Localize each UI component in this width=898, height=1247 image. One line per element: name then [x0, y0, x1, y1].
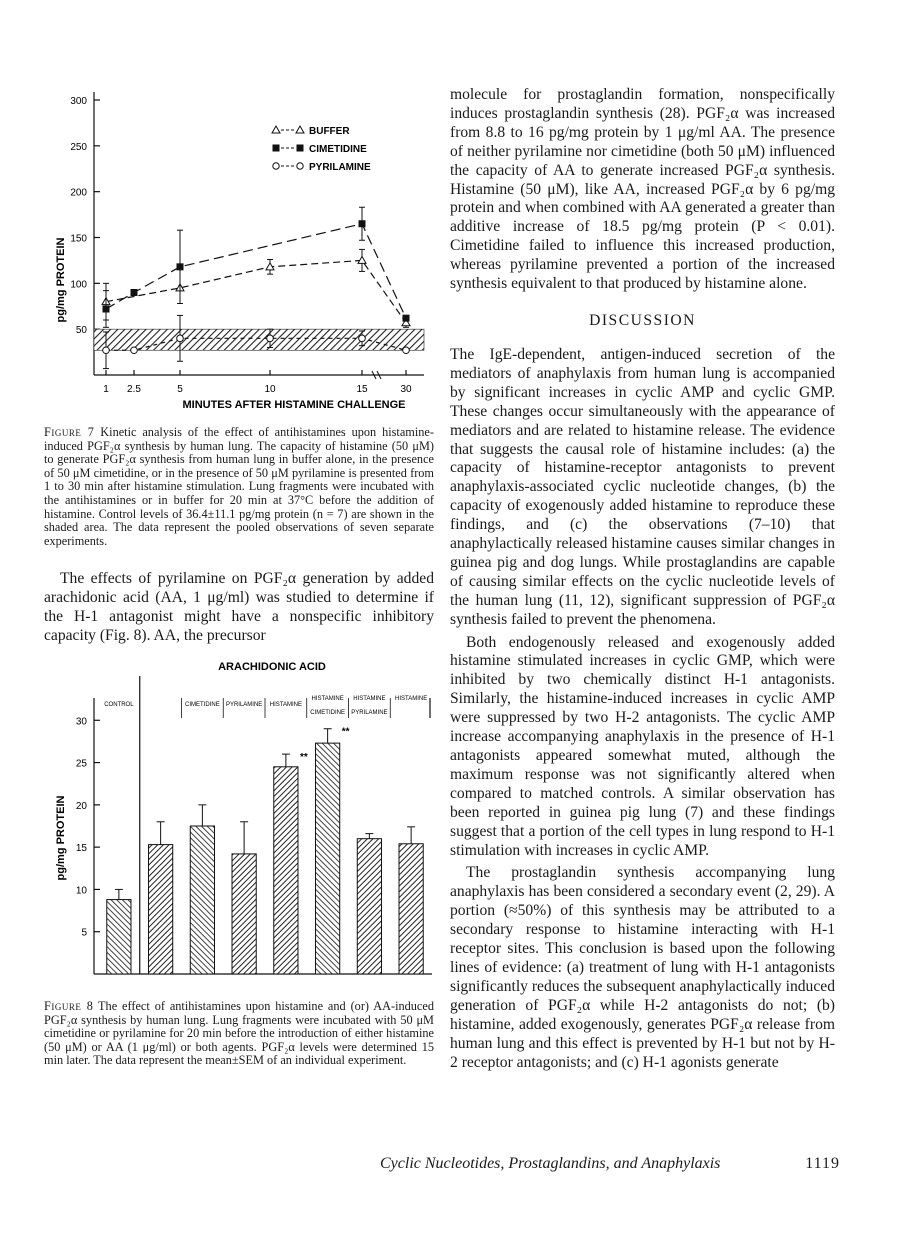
figure-7-x-tick-label: 5: [177, 384, 183, 395]
left-column: [44, 70, 434, 1068]
figure-8-category-label: HISTAMINE: [353, 695, 386, 702]
figure-8-bar: [190, 826, 214, 974]
figure-7-legend-label: PYRILAMINE: [309, 162, 371, 173]
right-paragraph-1: molecule for prostaglandin formation, nonspecifically induces prostaglandin synthesis (28). PGF₂α was increased from 8.8 to 16 pg/mg protein by 1 μg/ml AA. The presence of neither pyrilamine nor cimetidine (both 50 μM) influenced the capacity of AA to generate increased PGF₂α synthesis. Histamine (50 μM), like AA, increased PGF₂α by 6 pg/mg protein and when combined with AA generated a greater than additive increase of 18.5 pg/mg protein (P < 0.01). Cimetidine failed to influence this increased production, whereas pyrilamine prevented a portion of the increased synthesis equivalent to that produced by histamine alone.: [450, 86, 835, 293]
figure-8-category-label: CONTROL: [104, 701, 134, 708]
right-paragraph-4: The prostaglandin synthesis accompanying lung anaphylaxis has been considered a secondary event (2, 29). A portion (≈50%) of this synthesis may be attributed to a secondary response to histamine interacting with H-1 receptor sites. This conclusion is based upon the following lines of evidence: (a) treatment of lung with H-1 antagonists significantly reduces the subsequent anaphylactically induced generation of PGF₂α while H-2 antagonists do not; (b) histamine, added exogenously, generates PGF₂α release from human lung and this effect is prevented by H-1 but not by H-2 receptor antagonists; and (c) H-1 agonists generate: [450, 864, 835, 1071]
figure-8-category-label: CIMETIDINE: [310, 709, 345, 716]
figure-8-category-label: HISTAMINE: [269, 701, 302, 708]
figure-8-category-label: PYRILAMINE: [225, 701, 263, 708]
figure-7-point-cimetidine: [131, 289, 138, 296]
figure-8-category-label: HISTAMINE: [395, 695, 428, 702]
figure-7-caption-label: Figure 7: [44, 425, 95, 439]
right-paragraph-2: The IgE-dependent, antigen-induced secretion of the mediators of anaphylaxis from human lung is accompanied by significant increases in cyclic AMP and cyclic GMP. These changes occur simultaneously with the appearance of mediators and are related to histamine release. The evidence that suggests the causal role of histamine includes: (a) the capacity of histamine-receptor antagonists to prevent anaphylaxis-associated cyclic nucleotide changes, (b) the capacity of exogenously added histamine to reproduce these findings, and (c) the observations (7–10) that anaphylactically released histamine causes similar changes in guinea pig and dog lungs. While prostaglandins are capable of causing similar effects on the cyclic nucleotide levels of the human lung (11, 12), significant suppression of PGF₂α synthesis failed to prevent the phenomena.: [450, 345, 835, 628]
figure-7-y-tick-label: 200: [70, 187, 87, 199]
figure-7-x-tick-label: 2.5: [127, 384, 141, 395]
figure-8-y-tick-label: 10: [75, 885, 87, 897]
figure-7-point-cimetidine: [403, 315, 410, 322]
left-paragraph: The effects of pyrilamine on PGF₂α generation by added arachidonic acid (AA, 1 μg/ml) was studied to determine if the H-1 antagonist might have a nonspecific inhibitory capacity (Fig. 8). AA, the precursor: [44, 570, 434, 645]
figure-7-y-axis-label: pg/mg PROTEIN: [55, 237, 67, 323]
figure-7-y-tick-label: 250: [70, 141, 87, 153]
figure-7-x-tick-label: 10: [264, 384, 276, 395]
figure-7-legend-marker: [272, 126, 280, 133]
figure-8-y-tick-label: 25: [75, 758, 87, 770]
figure-8-y-tick-label: 20: [75, 800, 87, 812]
figure-7-caption-text: Kinetic analysis of the effect of antihistamines upon histamine-induced PGF₂α synthesis by human lung. The capacity of histamine (50 μM) to generate PGF₂α synthesis from human lung in buffer alone, in the presence of 50 μM cimetidine, or in the presence of 50 μM pyrilamine is presented from 1 to 30 min after histamine stimulation. Lung fragments were incubated with the antihistamines or in buffer for 20 min at 37°C before the addition of histamine. Control levels of 36.4±11.1 pg/mg protein (n = 7) are shown in the shaded area. The data represent the pooled observations of seven separate experiments.: [44, 425, 434, 548]
figure-7-point-cimetidine: [359, 220, 366, 227]
figure-8-bar: [107, 900, 131, 974]
figure-7-point-pyrilamine: [131, 347, 138, 354]
figure-7-point-pyrilamine: [103, 347, 110, 354]
figure-8-category-label: HISTAMINE: [311, 695, 344, 702]
figure-8-bar: [274, 767, 298, 974]
right-paragraph-3: Both endogenously released and exogenously added histamine stimulated increases in cyclic GMP, which were inhibited by two chemically distinct H-1 antagonists. Similarly, the histamine-induced increases in cyclic AMP were suppressed by two H-2 antagonists. The cyclic AMP increase accompanying anaphylaxis in the presence of H-1 antagonists appeared somewhat muted, although the maximum response was not significantly altered when compared to matched controls. A similar observation has been reported in guinea pig lung (7) and these findings suggest that a portion of the cell types in lung respond to H-1 stimulation with increases in cyclic AMP.: [450, 633, 835, 859]
figure-7-point-pyrilamine: [267, 335, 274, 342]
figure-7-y-tick-label: 150: [70, 233, 87, 245]
figure-8-bar: [399, 844, 423, 974]
figure-8-y-tick-label: 15: [75, 843, 87, 855]
figure-8-chart: [44, 658, 434, 998]
figure-8-caption-label: Figure 8: [44, 998, 94, 1013]
figure-7-x-axis-label: MINUTES AFTER HISTAMINE CHALLENGE: [182, 399, 406, 411]
figure-8-bar: [357, 839, 381, 974]
right-column: [450, 86, 835, 1072]
figure-7-point-cimetidine: [177, 263, 184, 270]
figure-7-legend-marker: [296, 126, 304, 133]
page-number: 1119: [805, 1155, 840, 1172]
figure-8-y-tick-label: 30: [75, 716, 87, 728]
figure-7-y-tick-label: 100: [70, 279, 87, 291]
figure-8-y-tick-label: 5: [81, 927, 87, 939]
figure-7-x-tick-label: 15: [356, 384, 368, 395]
figure-7-caption: [44, 426, 434, 548]
figure-8-caption: [44, 1000, 434, 1068]
figure-7-y-tick-label: 300: [70, 96, 87, 107]
figure-7-legend-label: CIMETIDINE: [309, 144, 367, 155]
figure-7-point-pyrilamine: [177, 335, 184, 342]
figure-7-legend-label: BUFFER: [309, 126, 350, 137]
figure-8-y-axis-label: pg/mg PROTEIN: [55, 795, 67, 881]
figure-8-bar: [316, 743, 340, 974]
figure-7-point-buffer: [358, 256, 366, 263]
figure-7-legend-marker: [297, 163, 303, 169]
figure-7-legend-marker: [297, 145, 304, 152]
figure-7-point-pyrilamine: [359, 335, 366, 342]
figure-8-significance-label: **: [299, 752, 308, 764]
figure-7-point-pyrilamine: [403, 347, 410, 354]
figure-8-bar: [149, 845, 173, 974]
figure-8-category-label: CIMETIDINE: [185, 701, 220, 708]
figure-7-x-tick-label: 30: [400, 384, 412, 395]
figure-8-bar: [232, 854, 256, 974]
figure-7-series-line-buffer: [106, 260, 406, 322]
figure-7-x-tick-label: 1: [103, 384, 109, 395]
figure-7-y-tick-label: 50: [75, 325, 87, 337]
figure-7-legend-marker: [273, 145, 280, 152]
figure-7-chart: [44, 70, 434, 420]
figure-8-caption-text: The effect of antihistamines upon histamine and (or) AA-induced PGF₂α synthesis by human lung. Lung fragments were incubated with 50 μM cimetidine or pyrilamine for 20 min before the introduction of either histamine (50 μM) or AA (1 μg/ml) or both agents. PGF₂α levels were determined 15 min later. The data represent the mean±SEM of an individual experiment.: [44, 998, 434, 1068]
page-footer: [380, 1155, 840, 1173]
figure-7-legend-marker: [273, 163, 279, 169]
figure-8-significance-label: **: [341, 726, 350, 738]
figure-8-category-label: PYRILAMINE: [351, 709, 388, 716]
section-heading-discussion: DISCUSSION: [589, 311, 696, 329]
figure-7-control-band: [94, 329, 424, 350]
running-title: Cyclic Nucleotides, Prostaglandins, and Anaphylaxis: [380, 1155, 721, 1172]
figure-7-point-cimetidine: [103, 306, 110, 313]
figure-8-title: ARACHIDONIC ACID: [218, 660, 326, 673]
